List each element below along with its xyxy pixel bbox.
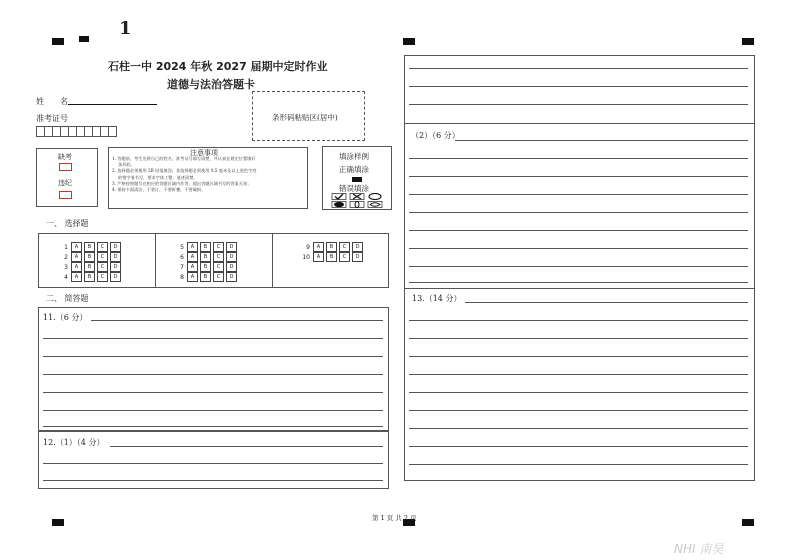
answer-line	[409, 212, 748, 213]
option-a[interactable]: A	[71, 252, 82, 262]
answer-line	[409, 446, 748, 447]
option-d[interactable]: D	[226, 272, 237, 282]
answer-line	[455, 140, 748, 141]
notice-line: 的签字笔书写，要求字体工整，笔迹清楚。	[118, 174, 198, 180]
option-a[interactable]: A	[313, 242, 324, 252]
option-d[interactable]: D	[226, 252, 237, 262]
notice-line: 条形码。	[118, 162, 135, 168]
answer-line	[409, 356, 748, 357]
option-c[interactable]: C	[213, 252, 224, 262]
fill-sample-title: 填涂样例	[339, 152, 369, 161]
option-a[interactable]: A	[71, 242, 82, 252]
question-row: 5 A B C D	[174, 242, 239, 252]
answer-line	[43, 392, 383, 393]
option-d[interactable]: D	[226, 242, 237, 252]
answer-line	[43, 338, 383, 339]
option-d[interactable]: D	[110, 272, 121, 282]
answer-line	[43, 356, 383, 357]
option-d[interactable]: D	[110, 252, 121, 262]
answer-line	[409, 68, 748, 69]
option-b[interactable]: B	[200, 262, 211, 272]
notice-line: 4. 保持卡面清洁，不装订，不要折叠，不要破损。	[112, 187, 206, 193]
answer-line	[409, 282, 748, 283]
section-divider	[404, 123, 755, 124]
answer-line	[43, 374, 383, 375]
option-a[interactable]: A	[187, 242, 198, 252]
timing-mark	[742, 38, 754, 45]
absent-label: 缺考	[58, 153, 72, 161]
choice-divider	[272, 233, 273, 288]
question-row: 2 A B C D	[58, 252, 123, 262]
absent-checkbox[interactable]	[59, 163, 72, 171]
timing-mark	[52, 38, 64, 45]
option-d[interactable]: D	[352, 252, 363, 262]
exam-number-cell[interactable]	[108, 126, 117, 137]
option-a[interactable]: A	[71, 262, 82, 272]
notice-line: 2. 选择题必须使用 2B 铅笔填涂；非选择题必须使用 0.5 毫米及以上黑色字迹	[112, 168, 257, 174]
answer-line	[409, 320, 748, 321]
notice-text	[112, 156, 308, 193]
answer-line	[465, 302, 748, 303]
answer-line	[409, 464, 748, 465]
option-c[interactable]: C	[213, 272, 224, 282]
option-c[interactable]: C	[213, 242, 224, 252]
exam-number-label: 准考证号	[36, 114, 68, 123]
option-b[interactable]: B	[200, 252, 211, 262]
answer-line	[409, 410, 748, 411]
answer-line	[43, 410, 383, 411]
option-c[interactable]: C	[97, 252, 108, 262]
section-divider	[404, 288, 755, 289]
exam-number-grid[interactable]	[36, 126, 117, 137]
notice-line: 1. 答题前，考生先将自己的姓名、准考证号填写清楚，并认真在规定位置填好	[112, 156, 256, 161]
right-answer-panel	[404, 55, 755, 481]
option-b[interactable]: B	[84, 252, 95, 262]
q12-label: 12.（1）（4 分）	[43, 438, 105, 447]
answer-line	[409, 158, 748, 159]
option-a[interactable]: A	[187, 252, 198, 262]
answer-line	[409, 176, 748, 177]
option-d[interactable]: D	[110, 262, 121, 272]
option-d[interactable]: D	[226, 262, 237, 272]
option-c[interactable]: C	[339, 242, 350, 252]
violation-checkbox[interactable]	[59, 191, 72, 199]
name-field[interactable]	[68, 104, 157, 105]
correct-fill-mark	[352, 177, 362, 182]
answer-line	[409, 374, 748, 375]
correct-fill-label: 正确填涂	[339, 165, 369, 174]
choice-divider	[155, 233, 156, 288]
option-d[interactable]: D	[110, 242, 121, 252]
timing-mark	[79, 36, 89, 42]
violation-label: 违纪	[58, 179, 72, 187]
question-row: 8 A B C D	[174, 272, 239, 282]
q13-label: 13.（14 分）	[412, 294, 462, 303]
page-subtitle: 道德与法治答题卡	[167, 78, 255, 91]
timing-mark	[52, 519, 64, 526]
notice-title: 注意事项	[190, 149, 218, 157]
option-b[interactable]: B	[84, 242, 95, 252]
option-d[interactable]: D	[352, 242, 363, 252]
option-a[interactable]: A	[187, 272, 198, 282]
name-label: 姓 名	[36, 97, 68, 106]
answer-line	[409, 86, 748, 87]
timing-mark	[742, 519, 754, 526]
answer-line	[409, 338, 748, 339]
barcode-label: 条形码粘贴区(居中)	[272, 113, 338, 122]
option-b[interactable]: B	[326, 242, 337, 252]
option-c[interactable]: C	[213, 262, 224, 272]
question-row: 1 A B C D	[58, 242, 123, 252]
timing-mark	[403, 38, 415, 45]
q12-part2-label: （2）（6 分）	[411, 131, 460, 140]
answer-line	[409, 392, 748, 393]
option-c[interactable]: C	[97, 242, 108, 252]
page-title: 石柱一中 2024 年秋 2027 届期中定时作业	[108, 60, 328, 73]
answer-line	[43, 463, 383, 464]
notice-line: 3. 严格按照题号在相应的答题区域内作答，超出答题区域书写的答案无效；	[112, 180, 252, 186]
option-a[interactable]: A	[71, 272, 82, 282]
question-row: 6 A B C D	[174, 252, 239, 262]
option-b[interactable]: B	[200, 272, 211, 282]
question-row: 10 A B C D	[300, 252, 365, 262]
wrong-fill-samples	[331, 193, 387, 213]
question-row: 9 A B C D	[300, 242, 365, 252]
answer-line	[409, 104, 748, 105]
option-b[interactable]: B	[200, 242, 211, 252]
wrong-fill-icons	[331, 193, 387, 209]
option-b[interactable]: B	[326, 252, 337, 262]
option-c[interactable]: C	[339, 252, 350, 262]
question-row: 4 A B C D	[58, 272, 123, 282]
answer-line	[43, 426, 383, 427]
answer-line	[409, 248, 748, 249]
page-number-top: 1	[119, 18, 132, 39]
option-b[interactable]: B	[84, 262, 95, 272]
answer-line	[409, 230, 748, 231]
section-short-answer-heading: 二、 简答题	[46, 294, 89, 303]
option-c[interactable]: C	[97, 272, 108, 282]
option-b[interactable]: B	[84, 272, 95, 282]
q11-answer-box[interactable]	[38, 307, 389, 431]
wrong-fill-label: 错误填涂	[339, 184, 369, 193]
answer-line	[91, 320, 383, 321]
question-row: 3 A B C D	[58, 262, 123, 272]
q11-label: 11.（6 分）	[43, 313, 88, 322]
option-a[interactable]: A	[187, 262, 198, 272]
answer-line	[409, 266, 748, 267]
answer-line	[43, 480, 383, 481]
option-c[interactable]: C	[97, 262, 108, 272]
section-choice-heading: 一、 选择题	[46, 219, 89, 228]
watermark: NHI 南昊	[674, 542, 724, 556]
answer-line	[110, 446, 383, 447]
answer-line	[409, 428, 748, 429]
question-row: 7 A B C D	[174, 262, 239, 272]
answer-line	[409, 194, 748, 195]
page-footer: 第 1 页 共 2 页	[372, 514, 417, 522]
option-a[interactable]: A	[313, 252, 324, 262]
